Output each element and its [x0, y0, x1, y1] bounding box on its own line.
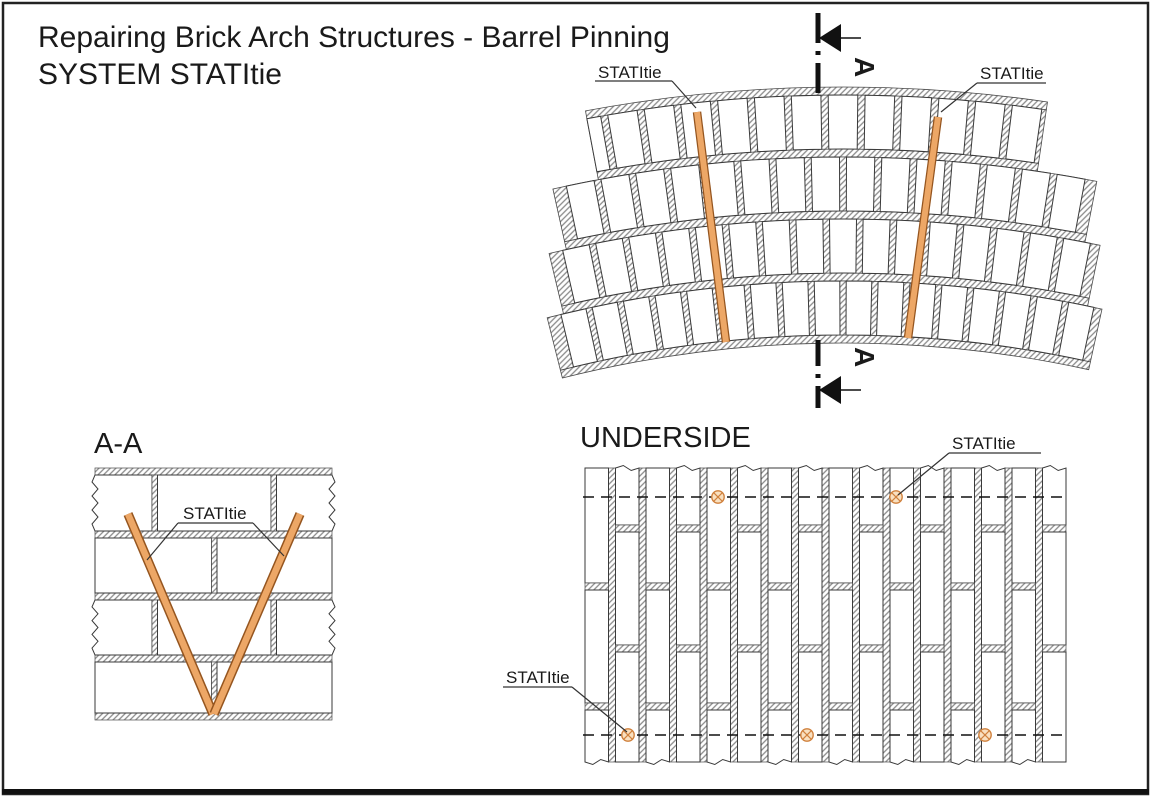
brick	[951, 590, 975, 703]
arch-brick	[880, 158, 910, 213]
statitie-label: STATItie	[980, 64, 1044, 83]
mortar-joint	[95, 713, 332, 720]
mortar-joint	[944, 468, 951, 762]
arch-elevation-view	[547, 87, 1102, 378]
mortar-joint	[1012, 703, 1036, 710]
mortar-joint	[1005, 468, 1012, 762]
arch-brick	[864, 95, 895, 150]
brick	[677, 652, 701, 762]
mortar-joint	[707, 703, 731, 710]
brick	[1012, 468, 1036, 583]
brick-broken-edge	[982, 466, 1006, 526]
brick-broken-edge	[677, 466, 701, 526]
brick-broken-edge	[616, 466, 640, 526]
brick	[677, 532, 701, 645]
statitie-label: STATItie	[952, 434, 1016, 453]
mortar-joint	[982, 525, 1006, 532]
mortar-joint	[792, 468, 799, 762]
drawing-title-line1: Repairing Brick Arch Structures - Barrel Pinning	[38, 21, 670, 54]
mortar-joint	[212, 538, 218, 593]
mortar-joint	[616, 525, 640, 532]
brick	[982, 532, 1006, 645]
arch-brick	[846, 157, 875, 211]
mortar-joint	[1043, 525, 1067, 532]
arch-brick	[754, 96, 786, 151]
mortar-joint	[890, 703, 914, 710]
mortar-joint	[616, 645, 640, 652]
mortar-joint	[829, 583, 853, 590]
brick-broken-edge	[829, 710, 853, 765]
arch-brick	[948, 162, 981, 218]
brick	[738, 652, 762, 762]
tie-position-marker	[801, 729, 813, 741]
mortar-joint	[670, 468, 677, 762]
mortar-joint	[738, 645, 762, 652]
arch-brick	[811, 157, 840, 211]
mortar-joint	[1036, 468, 1043, 762]
mortar-joint	[914, 468, 921, 762]
brick-broken-edge	[921, 466, 945, 526]
mortar-joint	[951, 703, 975, 710]
arch-brick	[729, 222, 760, 278]
brick-broken-edge	[92, 475, 152, 531]
mortar-joint	[1012, 583, 1036, 590]
brick-broken-edge	[890, 710, 914, 765]
brick	[982, 652, 1006, 762]
arch-brick	[862, 219, 890, 274]
mortar-joint	[271, 600, 277, 655]
underside-title: UNDERSIDE	[580, 422, 751, 454]
mortar-joint	[975, 468, 982, 762]
mortar-joint	[731, 468, 738, 762]
statitie-label: STATItie	[598, 63, 662, 82]
section-arrow-icon	[819, 376, 841, 404]
mortar-joint	[95, 593, 332, 600]
drawing-title-line2: SYSTEM STATItie	[38, 58, 282, 91]
statitie-label: STATItie	[506, 668, 570, 687]
mortar-joint	[1043, 645, 1067, 652]
brick	[799, 652, 823, 762]
mortar-joint	[152, 600, 158, 655]
mortar-joint	[860, 645, 884, 652]
mortar-joint	[646, 583, 670, 590]
brick-broken-edge	[799, 466, 823, 526]
brick	[616, 532, 640, 645]
section-cut-marker-bottom	[818, 340, 880, 408]
arch-brick	[830, 219, 857, 273]
brick	[768, 590, 792, 703]
arch-brick	[900, 96, 932, 151]
mortar-joint	[271, 475, 277, 531]
brick	[707, 590, 731, 703]
arch-brick	[938, 285, 968, 341]
arch-brick	[718, 98, 751, 154]
mortar-joint	[95, 655, 332, 662]
mortar-joint	[761, 468, 768, 762]
brick-broken-edge	[277, 475, 336, 531]
brick	[860, 532, 884, 645]
brick-broken-edge	[92, 600, 152, 655]
brick	[829, 590, 853, 703]
mortar-joint	[921, 645, 945, 652]
brick	[921, 652, 945, 762]
brick	[829, 468, 853, 583]
mortar-joint	[883, 468, 890, 762]
arch-brick	[828, 95, 858, 149]
brick	[1012, 590, 1036, 703]
mortar-joint	[951, 583, 975, 590]
brick-broken-edge	[1043, 466, 1067, 526]
underside-view	[583, 466, 1067, 765]
tie-position-marker	[622, 729, 634, 741]
mortar-joint	[639, 468, 646, 762]
brick-broken-edge	[1012, 710, 1036, 765]
brick	[1043, 532, 1067, 645]
mortar-joint	[738, 525, 762, 532]
mortar-joint	[646, 703, 670, 710]
brick	[646, 468, 670, 583]
arch-brick	[762, 220, 791, 275]
mortar-joint	[677, 525, 701, 532]
arch-brick	[927, 222, 958, 278]
mortar-joint	[677, 645, 701, 652]
mortar-joint	[853, 468, 860, 762]
section-arrow-icon	[819, 24, 841, 52]
arch-brick	[877, 282, 904, 337]
brick-broken-edge	[768, 710, 792, 765]
mortar-joint	[890, 583, 914, 590]
arch-brick	[814, 281, 840, 335]
brick	[585, 468, 609, 583]
mortar-joint	[860, 525, 884, 532]
brick	[921, 532, 945, 645]
tie-position-marker	[979, 729, 991, 741]
brick	[951, 468, 975, 583]
mortar-joint	[768, 583, 792, 590]
arch-brick	[776, 158, 806, 213]
brick	[646, 590, 670, 703]
arch-brick	[750, 283, 779, 339]
mortar-joint	[829, 703, 853, 710]
brick	[799, 532, 823, 645]
mortar-joint	[921, 525, 945, 532]
brick-broken-edge	[860, 466, 884, 526]
arch-brick	[791, 95, 822, 150]
statitie-label: STATItie	[183, 504, 247, 523]
mortar-joint	[982, 645, 1006, 652]
brick-broken-edge	[277, 600, 336, 655]
mortar-joint	[799, 645, 823, 652]
mortar-joint	[152, 475, 158, 531]
mortar-joint	[585, 583, 609, 590]
brick	[616, 652, 640, 762]
brick	[1043, 652, 1067, 762]
brick	[738, 532, 762, 645]
brick	[585, 590, 609, 703]
brick	[890, 590, 914, 703]
mortar-joint	[822, 468, 829, 762]
brick-broken-edge	[646, 710, 670, 765]
mortar-joint	[707, 583, 731, 590]
mortar-joint	[799, 525, 823, 532]
mortar-joint	[768, 703, 792, 710]
mortar-joint	[700, 468, 707, 762]
section-aa-title: A-A	[94, 428, 143, 460]
arch-brick	[741, 159, 772, 215]
arch-brick	[782, 282, 809, 337]
brick-broken-edge	[707, 710, 731, 765]
brick	[707, 468, 731, 583]
mortar-joint	[95, 468, 332, 475]
section-letter-bottom: A	[849, 347, 880, 368]
brick	[860, 652, 884, 762]
brick-broken-edge	[738, 466, 762, 526]
section-letter-top: A	[849, 57, 880, 78]
arch-brick	[796, 219, 824, 274]
tie-position-marker	[712, 491, 724, 503]
brick-broken-edge	[951, 710, 975, 765]
arch-brick	[846, 281, 872, 335]
brick	[768, 468, 792, 583]
arch-brick	[971, 101, 1006, 158]
brick-broken-edge	[585, 710, 609, 765]
